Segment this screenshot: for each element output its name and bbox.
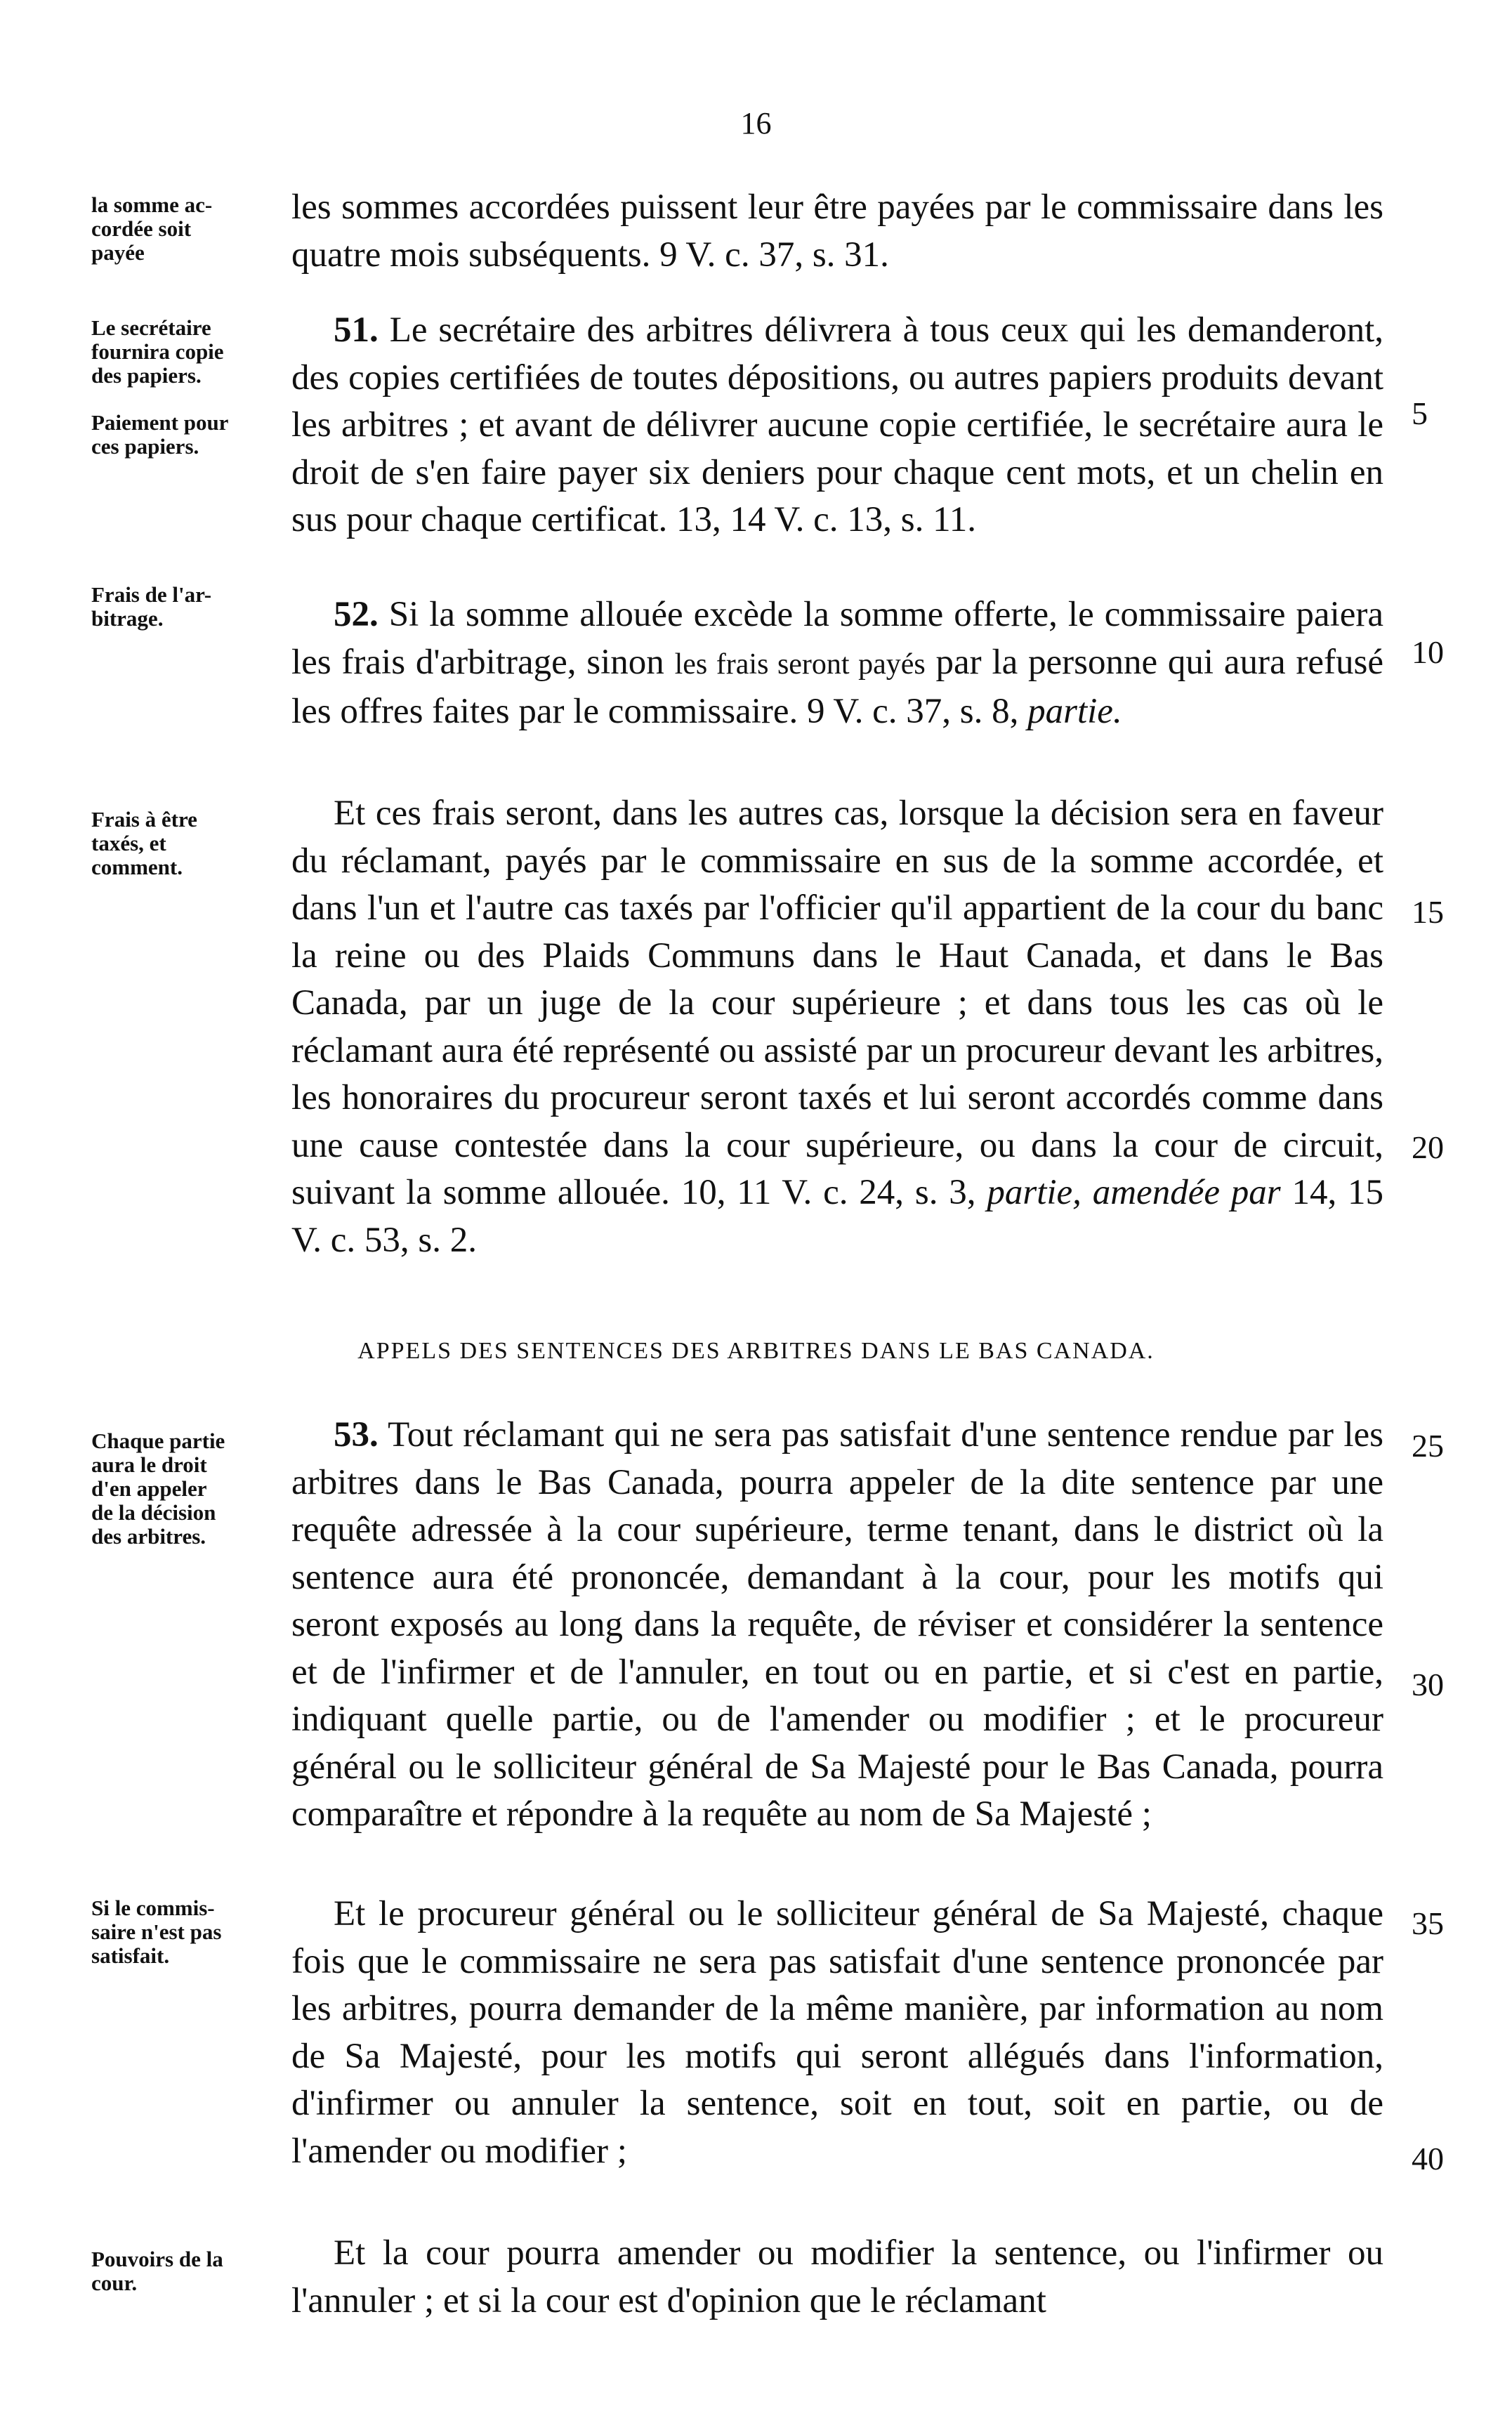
line-number-25: 25 [1412, 1428, 1444, 1464]
section-53 [291, 1412, 1383, 1839]
line-number-35: 35 [1412, 1905, 1444, 1941]
section-number-51: 51. [334, 310, 379, 350]
section-number-53: 53. [334, 1415, 379, 1455]
paragraph-frais-body-a: Et ces frais seront, dans les autres cas, lorsque la décision sera en faveur du réclamant, payés par le commissaire en sus de la somme accordée, et dans l'un et l'autre cas taxés par l'officier qu'il appartient de la cour du banc la reine ou des Plaids Communs dans le Haut Canada, et dans le Bas Canada, par un juge de la cour supérieure ; et dans tous les cas où le réclamant aura été représenté ou assisté par un procureur devant les arbitres, les honoraires du procureur seront taxés et lui seront accordés comme dans une cause contestée dans la cour supérieure, ou dans la cour de circuit, suivant la somme allouée. 10, 11 V. c. 24, s. 3, [291, 794, 1383, 1212]
margin-note-commissaire: Si le commis- saire n'est pas satisfait. [91, 1896, 222, 1968]
paragraph-cour [291, 2230, 1383, 2325]
section-52-body-b: par la personne qui aura refusé les offres faites par le commissaire. 9 V. c. 37, s. 8, [291, 642, 1384, 731]
section-52-small-run: les frais seront payés [674, 648, 926, 681]
paragraph-frais-text [291, 790, 1383, 1264]
section-53-text [291, 1412, 1383, 1839]
paragraph-sommes [291, 184, 1383, 279]
page-number: 16 [740, 106, 772, 140]
line-number-30: 30 [1412, 1667, 1444, 1702]
paragraph-frais-body-b: 14, 15 V. c. 53, s. 2. [291, 1173, 1384, 1260]
paragraph-frais-italic: partie, amendée par [987, 1173, 1281, 1212]
margin-note-frais-arbitrage: Frais de l'ar- bitrage. [91, 582, 212, 631]
section-heading-appels: APPELS DES SENTENCES DES ARBITRES DANS LE BAS CANADA. [357, 1338, 1155, 1364]
line-number-40: 40 [1412, 2141, 1444, 2176]
paragraph-procureur [291, 1891, 1383, 2175]
section-53-body: Tout réclamant qui ne sera pas satisfait d'une sentence rendue par les arbitres dans le Bas Canada, pourra appeler de la dite sentence par une requête adressée à la cour supérieure, terme tenant, dans le district où la sentence aura été prononcée, demandant à la cour, pour les motifs qui seront exposés au long dans la requête, de réviser et considérer la sentence et de l'infirmer et de l'annuler, en tout ou en partie, et si c'est en partie, indiquant quelle partie, ou de l'amender ou modifier ; et le procureur général ou le solliciteur général de Sa Majesté pour le Bas Canada, pourra comparaître et répondre à la requête au nom de Sa Majesté ; [291, 1415, 1383, 1834]
margin-note-appel: Chaque partie aura le droit d'en appeler de la décision des arbitres. [91, 1429, 225, 1549]
margin-note-paiement: Paiement pour ces papiers. [91, 410, 229, 459]
margin-note-frais-taxes: Frais à être taxés, et comment. [91, 807, 197, 879]
paragraph-procureur-text: Et le procureur général ou le solliciteur général de Sa Majesté, chaque fois que le commissaire ne sera pas satisfait d'une sentence prononcée par les arbitres, pourra demander de la même manière, par information au nom de Sa Majesté, pour les motifs qui seront allégués dans l'information, d'infirmer ou annuler la sentence, soit en tout, soit en partie, ou de l'amender ou modifier ; [291, 1894, 1383, 2171]
paragraph-cour-text: Et la cour pourra amender ou modifier la sentence, ou l'infirmer ou l'annuler ; et si la cour est d'opinion que le réclamant [291, 2233, 1383, 2320]
section-51 [291, 307, 1383, 544]
section-52 [291, 591, 1383, 736]
paragraph-frais [291, 790, 1383, 1264]
line-number-15: 15 [1412, 894, 1444, 930]
section-52-body-a: Si la somme allouée excède la somme offerte, le commissaire paiera les frais d'arbitrage, sinon [291, 595, 1383, 682]
section-number-52: 52. [334, 595, 379, 634]
line-number-10: 10 [1412, 634, 1444, 670]
section-52-text [291, 591, 1383, 736]
margin-note-secretaire: Le secrétaire fournira copie des papiers. [91, 315, 224, 388]
margin-note-somme: la somme ac- cordée soit payée [91, 192, 213, 265]
section-51-body: Le secrétaire des arbitres délivrera à tous ceux qui les demanderont, des copies certifiées de toutes dépositions, ou autres papiers produits devant les arbitres ; et avant de délivrer aucune copie certifiée, le secrétaire aura le droit de s'en faire payer six deniers pour chaque cent mots, et un chelin en sus pour chaque certificat. 13, 14 V. c. 13, s. 11. [291, 310, 1383, 539]
line-number-20: 20 [1412, 1129, 1444, 1165]
paragraph-sommes-text: les sommes accordées puissent leur être payées par le commissaire dans les quatre mois subséquents. 9 V. c. 37, s. 31. [291, 188, 1383, 275]
line-number-5: 5 [1412, 395, 1428, 431]
margin-note-pouvoirs: Pouvoirs de la cour. [91, 2247, 223, 2295]
section-52-partie: partie. [1027, 692, 1122, 731]
section-51-text [291, 307, 1383, 544]
